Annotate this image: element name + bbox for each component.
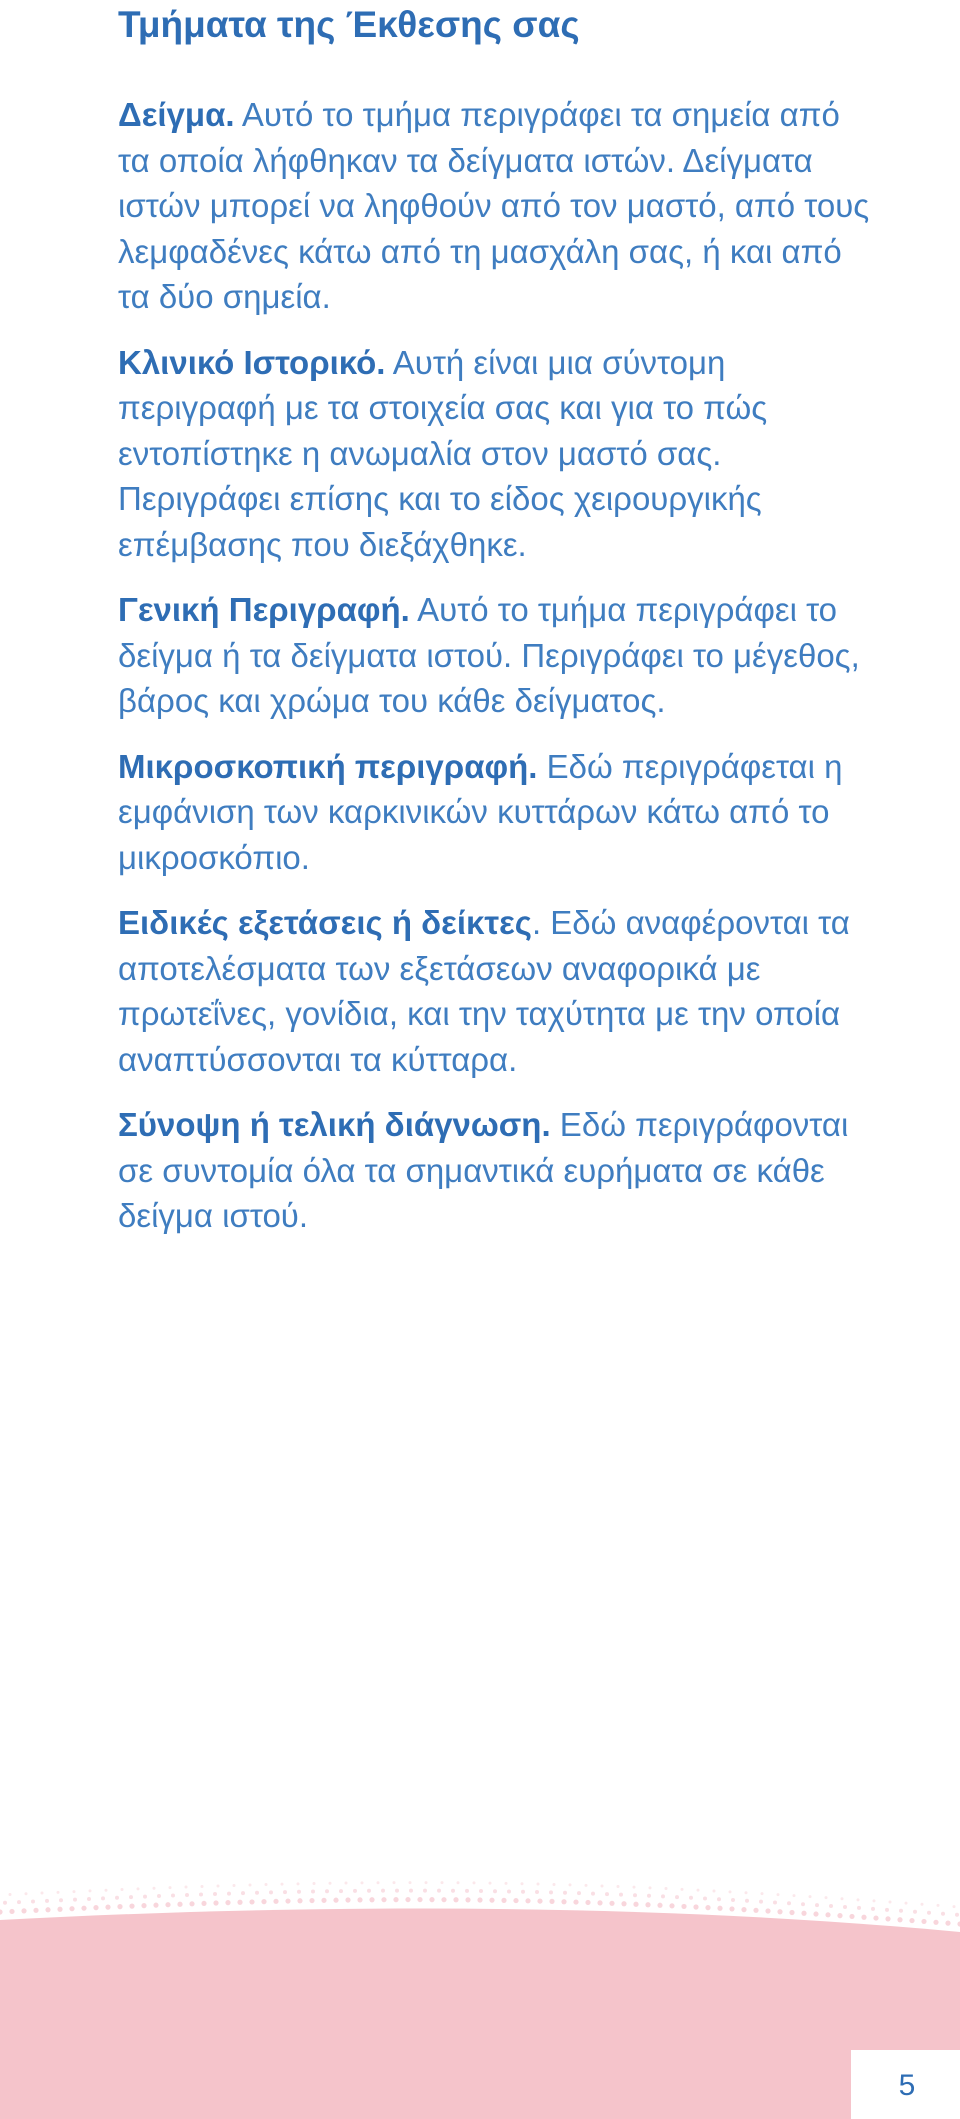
wave-dot: [857, 1898, 860, 1901]
wave-dot: [249, 1883, 252, 1886]
wave-dot: [841, 1897, 844, 1900]
wave-dot: [619, 1893, 623, 1897]
wave-dot: [669, 1903, 674, 1908]
wave-dot: [165, 1902, 170, 1907]
wave-dot: [105, 1889, 108, 1892]
wave-dot: [675, 1895, 679, 1899]
footer-pink-wave: [0, 1840, 960, 2119]
wave-dot: [521, 1882, 524, 1885]
wave-dot: [815, 1903, 819, 1907]
section-summary-diagnosis: [118, 1102, 878, 1239]
wave-dot: [345, 1897, 350, 1902]
wave-dot: [897, 1917, 902, 1922]
wave-dot: [549, 1899, 554, 1904]
wave-dot: [829, 1904, 833, 1908]
wave-dot: [309, 1898, 314, 1903]
wave-dot: [33, 1908, 38, 1913]
section-term: Μικροσκοπική περιγραφή.: [118, 747, 538, 785]
section-text: Εδώ περιγράφονται σε συντομία όλα τα σημαντικά ευρήματα σε κάθε δείγμα ιστού.: [118, 1106, 849, 1234]
wave-dot: [409, 1889, 413, 1893]
wave-dot: [353, 1889, 357, 1893]
wave-dot: [297, 1898, 302, 1903]
wave-dot: [777, 1909, 782, 1914]
wave-dot: [121, 1888, 124, 1891]
wave-dot: [339, 1889, 343, 1893]
wave-dot: [801, 1911, 806, 1916]
wave-dot: [787, 1901, 791, 1905]
wave-dot: [885, 1916, 890, 1921]
wave-dot: [661, 1894, 665, 1898]
wave-dot: [773, 1900, 777, 1904]
wave-dot: [117, 1904, 122, 1909]
wave-dot: [405, 1897, 410, 1902]
wave-dot: [753, 1908, 758, 1913]
section-text: Αυτό το τμήμα περιγράφει τα σημεία από τα οποία λήφθηκαν τα δείγματα ιστών. Δείγματα ιστών μπορεί να ληφθούν από τον μαστό, από τους λεμφαδένες κάτω από τη μασχάλη σας, ή και από τα δύο σημεία.: [118, 96, 870, 315]
wave-dot: [357, 1897, 362, 1902]
wave-dot: [597, 1900, 602, 1905]
section-text: Εδώ περιγράφεται η εμφάνιση των καρκινικών κυττάρων κάτω από το μικροσκόπιο.: [118, 747, 843, 876]
wave-dot: [285, 1898, 290, 1903]
wave-dot: [141, 1903, 146, 1908]
wave-dot: [605, 1892, 609, 1896]
wave-dot: [921, 1919, 926, 1924]
section-sample: [118, 92, 878, 320]
wave-dot: [937, 1904, 940, 1907]
wave-dot: [601, 1884, 604, 1887]
wave-dot: [441, 1897, 446, 1902]
wave-dot: [273, 1899, 278, 1904]
wave-dot: [809, 1895, 812, 1898]
wave-dot: [703, 1896, 707, 1900]
wave-dot: [553, 1883, 556, 1886]
wave-dot: [409, 1881, 412, 1884]
wave-dot: [31, 1899, 35, 1903]
wave-dot: [493, 1889, 497, 1893]
wave-dot: [681, 1904, 686, 1909]
wave-dot: [115, 1896, 119, 1900]
wave-dot: [129, 1895, 133, 1899]
wave-dot: [585, 1884, 588, 1887]
wave-dot: [857, 1906, 861, 1910]
wave-dot: [577, 1891, 581, 1895]
wave-dot: [57, 1891, 60, 1894]
section-special-tests: [118, 900, 878, 1082]
section-general-description: [118, 587, 878, 724]
wave-dot: [265, 1883, 268, 1886]
wave-dot: [45, 1899, 49, 1903]
wave-dot: [9, 1893, 12, 1896]
wave-dot: [591, 1892, 595, 1896]
section-text: . Εδώ αναφέρονται τα αποτελέσματα των εξετάσεων αναφορικά με πρωτεΐνες, γονίδια, και την ταχύτητα με την οποία αναπτύσσονται τα κύτταρα.: [118, 904, 850, 1078]
wave-dot: [0, 1909, 3, 1914]
wave-dot: [741, 1907, 746, 1912]
wave-dot: [21, 1908, 26, 1913]
wave-dot: [873, 1899, 876, 1902]
wave-dot: [665, 1887, 668, 1890]
wave-dot: [525, 1898, 530, 1903]
wave-dot: [213, 1892, 217, 1896]
wave-dot: [549, 1890, 553, 1894]
wave-dot: [927, 1911, 931, 1915]
wave-dot: [521, 1890, 525, 1894]
section-term: Γενική Περιγραφή.: [118, 591, 410, 628]
wave-dot: [465, 1889, 469, 1893]
wave-dot: [489, 1898, 494, 1903]
wave-dot: [249, 1899, 254, 1904]
wave-dot: [9, 1909, 14, 1914]
wave-dot: [153, 1903, 158, 1908]
wave-dot: [321, 1898, 326, 1903]
wave-dot: [561, 1899, 566, 1904]
wave-dot: [329, 1882, 332, 1885]
wave-dot: [585, 1900, 590, 1905]
wave-dot: [729, 1906, 734, 1911]
section-clinical-history: [118, 340, 878, 568]
wave-dot: [297, 1882, 300, 1885]
wave-dot: [777, 1893, 780, 1896]
wave-dot: [563, 1891, 567, 1895]
wave-dot: [69, 1906, 74, 1911]
section-term: Σύνοψη ή τελική διάγνωση.: [118, 1106, 551, 1143]
wave-dot: [57, 1907, 62, 1912]
wave-dot: [621, 1901, 626, 1906]
wave-dot: [713, 1889, 716, 1892]
wave-dot: [437, 1889, 441, 1893]
wave-dot: [953, 1905, 956, 1908]
wave-dot: [451, 1889, 455, 1893]
wave-dot: [899, 1909, 903, 1913]
wave-dot: [393, 1897, 398, 1902]
wave-dot: [87, 1897, 91, 1901]
page-title: Τμήματα της Έκθεσης σας: [118, 4, 580, 45]
wave-dot: [913, 1910, 917, 1914]
wave-dot: [681, 1888, 684, 1891]
wave-dot: [473, 1881, 476, 1884]
wave-dot: [479, 1889, 483, 1893]
wave-dot: [507, 1889, 511, 1893]
wave-dot: [761, 1892, 764, 1895]
wave-dot: [255, 1891, 259, 1895]
wave-dot: [17, 1900, 21, 1904]
wave-dot: [765, 1908, 770, 1913]
wave-dot: [153, 1887, 156, 1890]
wave-dot: [233, 1884, 236, 1887]
wave-dot: [283, 1890, 287, 1894]
wave-dot: [573, 1899, 578, 1904]
section-term: Κλινικό Ιστορικό.: [118, 343, 386, 381]
wave-dot: [453, 1897, 458, 1902]
wave-dot: [885, 1908, 889, 1912]
wave-dot: [647, 1894, 651, 1898]
wave-dot: [169, 1886, 172, 1889]
wave-dot: [227, 1892, 231, 1896]
wave-dot: [395, 1889, 399, 1893]
wave-dot: [45, 1907, 50, 1912]
wave-dot: [177, 1902, 182, 1907]
wave-dot: [871, 1907, 875, 1911]
wave-dot: [801, 1902, 805, 1906]
wave-dot: [849, 1914, 854, 1919]
wave-dot: [513, 1898, 518, 1903]
wave-dot: [731, 1898, 735, 1902]
wave-dot: [3, 1901, 7, 1905]
wave-dot: [129, 1904, 134, 1909]
wave-dot: [649, 1886, 652, 1889]
wave-dot: [59, 1898, 63, 1902]
wave-dot: [537, 1883, 540, 1886]
section-microscopic-description: [118, 744, 878, 881]
wave-dot: [225, 1900, 230, 1905]
section-term: Ειδικές εξετάσεις ή δείκτες: [118, 904, 532, 941]
wave-dot: [25, 1892, 28, 1895]
wave-dot: [955, 1913, 959, 1917]
wave-dot: [217, 1884, 220, 1887]
wave-dot: [93, 1905, 98, 1910]
wave-dot: [89, 1889, 92, 1892]
wave-fill: [0, 1909, 960, 2119]
wave-dot: [569, 1883, 572, 1886]
wave-dot: [73, 1898, 77, 1902]
wave-dot: [201, 1885, 204, 1888]
wave-dot: [889, 1901, 892, 1904]
wave-dot: [269, 1890, 273, 1894]
page-number: 5: [898, 2069, 916, 2102]
wave-dot: [729, 1890, 732, 1893]
wave-dot: [717, 1897, 721, 1901]
wave-dot: [417, 1897, 422, 1902]
wave-dot: [73, 1890, 76, 1893]
wave-dot: [105, 1905, 110, 1910]
wave-dot: [189, 1901, 194, 1906]
wave-dot: [789, 1910, 794, 1915]
wave-dot: [313, 1882, 316, 1885]
wave-dot: [535, 1890, 539, 1894]
wave-dot: [717, 1906, 722, 1911]
wave-dot: [873, 1915, 878, 1920]
wave-dot: [199, 1893, 203, 1897]
wave-dot: [609, 1901, 614, 1906]
wave-dot: [345, 1882, 348, 1885]
wave-dot: [825, 1912, 830, 1917]
wave-dot: [333, 1898, 338, 1903]
wave-dot: [241, 1891, 245, 1895]
wave-dot: [759, 1900, 763, 1904]
wave-dot: [945, 1921, 950, 1926]
wave-dot: [185, 1886, 188, 1889]
wave-dot: [633, 1893, 637, 1897]
wave-dot: [325, 1889, 329, 1893]
wave-dot: [261, 1899, 266, 1904]
page-content: [118, 0, 878, 1239]
wave-dot: [633, 1886, 636, 1889]
wave-dot: [157, 1894, 161, 1898]
wave-dot: [201, 1901, 206, 1906]
wave-dot: [185, 1893, 189, 1897]
section-term: Δείγμα.: [118, 96, 235, 133]
wave-dot: [505, 1882, 508, 1885]
wave-dot: [689, 1896, 693, 1900]
wave-dot: [933, 1920, 938, 1925]
wave-dot: [617, 1885, 620, 1888]
wave-dot: [361, 1881, 364, 1884]
wave-dot: [837, 1913, 842, 1918]
wave-dot: [465, 1897, 470, 1902]
wave-dot: [393, 1881, 396, 1884]
wave-dot: [793, 1894, 796, 1897]
wave-dot: [311, 1890, 315, 1894]
wave-dot: [813, 1911, 818, 1916]
wave-dot: [501, 1898, 506, 1903]
wave-dot: [705, 1905, 710, 1910]
wave-dot: [367, 1889, 371, 1893]
section-text: Αυτή είναι μια σύντομη περιγραφή με τα στοιχεία σας και για το πώς εντοπίστηκε η ανωμαλία στον μαστό σας. Περιγράφει επίσης και το είδος χειρουργικής επέμβασης που διεξάχθηκε.: [118, 343, 768, 563]
wave-dot: [633, 1902, 638, 1907]
wave-dot: [137, 1887, 140, 1890]
wave-dot: [143, 1895, 147, 1899]
wave-dot: [909, 1918, 914, 1923]
wave-dot: [237, 1900, 242, 1905]
wave-dot: [101, 1896, 105, 1900]
wave-dot: [537, 1898, 542, 1903]
wave-dot: [425, 1881, 428, 1884]
wave-dot: [381, 1889, 385, 1893]
wave-dot: [745, 1899, 749, 1903]
wave-dot: [81, 1906, 86, 1911]
wave-dot: [693, 1904, 698, 1909]
wave-dot: [423, 1889, 427, 1893]
wave-dot: [297, 1890, 301, 1894]
wave-dot: [843, 1905, 847, 1909]
wave-dot: [381, 1897, 386, 1902]
wave-dot: [645, 1902, 650, 1907]
wave-dot: [921, 1903, 924, 1906]
wave-dot: [657, 1903, 662, 1908]
wave-dot: [429, 1897, 434, 1902]
wave-dot: [377, 1881, 380, 1884]
wave-dot: [489, 1882, 492, 1885]
wave-dot: [281, 1883, 284, 1886]
wave-dot: [41, 1892, 44, 1895]
wave-dot: [369, 1897, 374, 1902]
wave-dot: [697, 1889, 700, 1892]
wave-dot: [441, 1881, 444, 1884]
wave-dot: [941, 1912, 945, 1916]
wave-dot: [457, 1881, 460, 1884]
wave-dot: [477, 1897, 482, 1902]
wave-dot: [213, 1900, 218, 1905]
wave-dot: [905, 1902, 908, 1905]
wave-dot: [861, 1915, 866, 1920]
section-text: Αυτό το τμήμα περιγράφει το δείγμα ή τα δείγματα ιστού. Περιγράφει το μέγεθος, βάρος και χρώμα του κάθε δείγματος.: [118, 591, 860, 719]
wave-dot: [171, 1894, 175, 1898]
wave-dot: [745, 1891, 748, 1894]
wave-dot: [825, 1896, 828, 1899]
